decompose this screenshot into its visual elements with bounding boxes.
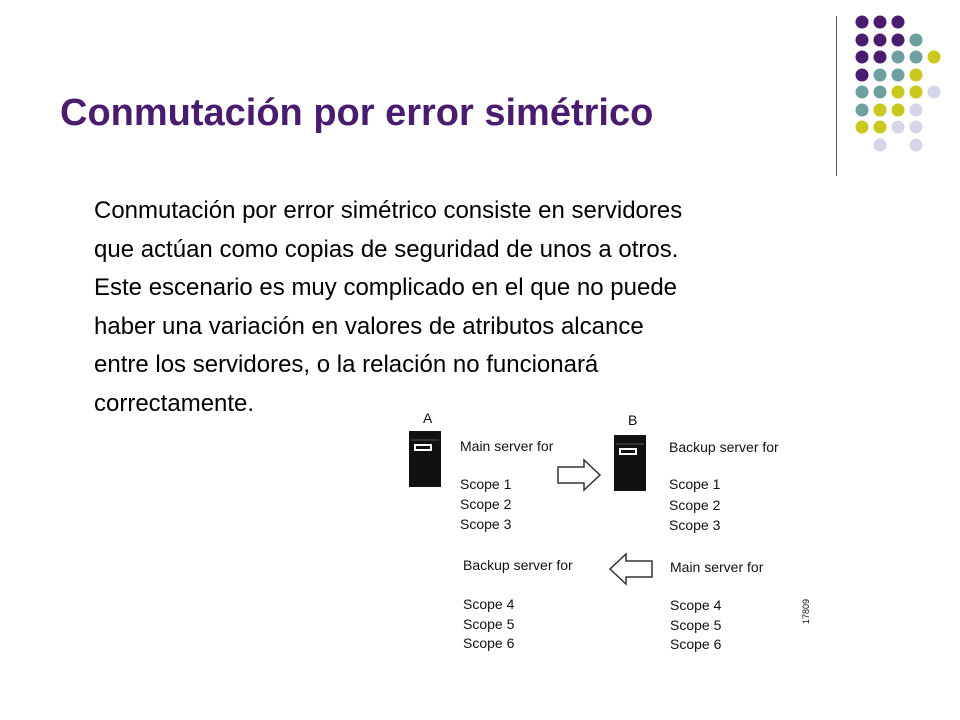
bottom-left-scope: Scope 5 [463, 616, 515, 632]
body-line: entre los servidores, o la relación no funcionará [94, 351, 599, 378]
body-line: Conmutación por error simétrico consiste en servidores [94, 197, 683, 224]
decorative-dot [874, 16, 887, 29]
decorative-dot [856, 34, 869, 47]
body-line: que actúan como copias de seguridad de unos a otros. [94, 235, 679, 263]
top-left-heading: Main server for [460, 438, 554, 454]
decorative-dot [874, 139, 887, 152]
bottom-left-scope: Scope 6 [463, 635, 515, 651]
body-line: correctamente. [94, 389, 255, 417]
figure-number: 17809 [801, 598, 811, 624]
server-a-icon [408, 430, 442, 488]
decorative-dot [874, 86, 887, 99]
decorative-dot [874, 34, 887, 47]
decorative-dot [910, 121, 923, 134]
bottom-left-scope: Scope 4 [463, 596, 515, 612]
bottom-right-heading: Main server for [670, 559, 764, 575]
decorative-dot [910, 86, 923, 99]
body-line: Este escenario es muy complicado en el que no puede [94, 274, 678, 301]
top-left-scope: Scope 1 [460, 476, 512, 492]
decorative-dot [928, 86, 941, 99]
decorative-dot-grid [0, 0, 960, 180]
decorative-dot [928, 51, 941, 64]
decorative-dot [910, 34, 923, 47]
decorative-dot [892, 34, 905, 47]
decorative-dot [874, 51, 887, 64]
decorative-dot [910, 139, 923, 152]
decorative-dot [856, 104, 869, 117]
decorative-dot [892, 16, 905, 29]
top-right-scope: Scope 2 [669, 497, 721, 513]
bottom-left-heading: Backup server for [463, 557, 573, 573]
slide-title: Conmutación por error simétrico [60, 92, 654, 134]
decorative-dot [874, 121, 887, 134]
decorative-dot [856, 121, 869, 134]
decorative-dot [892, 121, 905, 134]
decorative-dot [874, 104, 887, 117]
decorative-dot [892, 86, 905, 99]
arrow-left-icon [608, 552, 654, 586]
decorative-dot [892, 69, 905, 82]
top-right-heading: Backup server for [669, 439, 779, 455]
decorative-dot [892, 104, 905, 117]
top-right-scope: Scope 3 [669, 517, 721, 533]
slide-body [94, 192, 894, 423]
bottom-right-scope: Scope 5 [670, 617, 722, 633]
failover-diagram [400, 404, 840, 660]
decorative-dot [856, 16, 869, 29]
server-a-label: A [423, 410, 433, 426]
arrow-right-icon [556, 458, 602, 492]
decorative-dot [892, 51, 905, 64]
top-left-scope: Scope 3 [460, 516, 512, 532]
bottom-right-scope: Scope 4 [670, 597, 722, 613]
decorative-dot [856, 86, 869, 99]
decorative-dot [874, 69, 887, 82]
bottom-right-scope: Scope 6 [670, 636, 722, 652]
decorative-dot [856, 51, 869, 64]
server-b-icon [613, 434, 647, 492]
top-right-scope: Scope 1 [669, 476, 721, 492]
decorative-divider-line [836, 16, 837, 176]
decorative-dot [910, 104, 923, 117]
decorative-dot [856, 69, 869, 82]
server-b-label: B [628, 412, 638, 428]
body-line: haber una variación en valores de atributos alcance [94, 312, 644, 340]
decorative-dot [910, 69, 923, 82]
top-left-scope: Scope 2 [460, 496, 512, 512]
decorative-dot [910, 51, 923, 64]
